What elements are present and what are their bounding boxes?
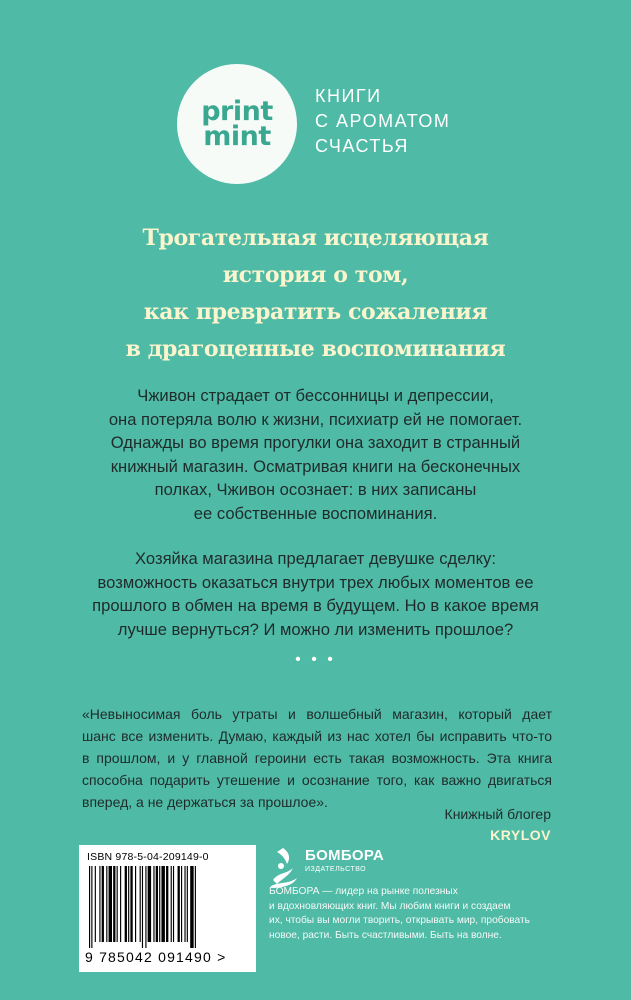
barcode-bar <box>89 866 90 948</box>
barcode-bar <box>130 866 132 942</box>
publisher-description-line: новое, расти. Быть счастливыми. Быть на волне. <box>269 929 502 941</box>
barcode-bar <box>171 866 172 942</box>
publisher-description-line: и вдохновляющих книг. Мы любим книги и создаем <box>269 900 511 912</box>
headline-line: в драгоценные воспоминания <box>125 336 506 362</box>
barcode-bar <box>142 866 143 948</box>
barcode-bar <box>187 866 188 942</box>
barcode-bar <box>140 866 141 942</box>
barcode-bar <box>181 866 182 942</box>
barcode-bars <box>87 866 247 948</box>
barcode-bar <box>166 866 168 942</box>
barcode-bar <box>91 866 92 948</box>
barcode-bar <box>135 866 136 942</box>
quote-line: способна подарить утешение и осознание того, как важно двигаться <box>82 772 552 788</box>
description-line: она потеряла волю к жизни, психиатр ей не помогает. <box>108 409 523 429</box>
slogan-line: С АРОМАТОМ <box>315 111 451 131</box>
barcode-bar <box>128 866 129 942</box>
barcode-bar <box>102 866 104 942</box>
barcode-bar <box>195 866 196 948</box>
isbn-label: ISBN 978-5-04-209149-0 <box>87 851 209 863</box>
quote-line: в прошлом, и у главной героини есть такая возможность. Эта книга <box>82 750 552 766</box>
barcode-bar <box>120 866 121 942</box>
barcode-bar <box>156 866 158 942</box>
description-line: Чживон страдает от бессонницы и депрессии, <box>137 386 494 405</box>
headline <box>0 220 631 368</box>
publisher-description <box>269 885 530 943</box>
barcode-bar <box>95 866 96 942</box>
quote-line: «Невыносимая боль утраты и волшебный магазин, который дает <box>82 706 552 722</box>
barcode-bar <box>178 866 180 942</box>
review-byline <box>445 804 551 846</box>
barcode-bar <box>117 866 118 942</box>
description-line: Однажды во время прогулки она заходит в странный <box>110 433 521 452</box>
barcode-bar <box>145 866 146 948</box>
barcode-digits: 9 785042 091490 > <box>85 949 227 965</box>
barcode-bar <box>159 866 160 942</box>
section-separator: • • • <box>295 651 336 668</box>
description-line: лучше вернуться? И можно ли изменить прошлое? <box>117 619 514 639</box>
barcode-bar <box>153 866 154 942</box>
barcode-bar <box>125 866 127 942</box>
reviewer-role: Книжный блогер <box>444 806 551 822</box>
slogan-line: СЧАСТЬЯ <box>315 136 409 156</box>
quote-line: вперед, а не держаться за прошлое». <box>82 794 328 810</box>
series-slogan <box>315 84 450 159</box>
headline-line: история о том, <box>222 262 409 288</box>
barcode-bar <box>148 866 151 942</box>
barcode-bar <box>184 866 185 942</box>
barcode-bar <box>190 866 193 948</box>
description-line: Хозяйка магазина предлагает девушке сделку: <box>135 549 496 568</box>
publisher-name: БОМБОРА <box>305 847 385 864</box>
description-paragraph-2 <box>0 547 631 641</box>
description-line: возможность оказаться внутри трех любых моментов ее <box>97 572 534 592</box>
isbn-barcode <box>79 845 256 972</box>
quote-line: шанс все изменить. Думаю, каждый из нас хотел бы исправить что-то <box>82 728 552 744</box>
bombora-wave-icon <box>267 842 301 890</box>
publisher-subtitle: ИЗДАТЕЛЬСТВО <box>305 866 367 873</box>
slogan-line: КНИГИ <box>315 86 382 106</box>
logo-text-mint: mint <box>203 121 271 152</box>
barcode-bar <box>161 866 164 942</box>
reviewer-name: KRYLOV <box>490 827 551 843</box>
printmint-logo <box>177 64 297 184</box>
headline-line: Трогательная исцеляющая <box>142 225 489 251</box>
description-line: ее собственные воспоминания. <box>193 503 438 523</box>
review-quote <box>82 703 552 813</box>
barcode-bar <box>109 866 112 942</box>
description-paragraph-1 <box>0 384 631 525</box>
publisher-description-line: их, чтобы вы могли творить, открывать мир, пробовать <box>269 915 530 926</box>
headline-line: как превратить сожаления <box>143 299 488 325</box>
barcode-bar <box>99 866 100 942</box>
description-line: прошлого в обмен на время в будущем. Но в какое время <box>92 596 539 615</box>
barcode-bar <box>106 866 107 942</box>
description-line: книжный магазин. Осматривая книги на бесконечных <box>110 456 521 476</box>
publisher-description-line: БОМБОРА — лидер на рынке полезных <box>269 886 458 897</box>
barcode-bar <box>173 866 174 942</box>
barcode-bar <box>113 866 115 942</box>
logo-text-print: print <box>201 96 273 127</box>
description-line: полках, Чживон осознает: в них записаны <box>154 480 477 499</box>
